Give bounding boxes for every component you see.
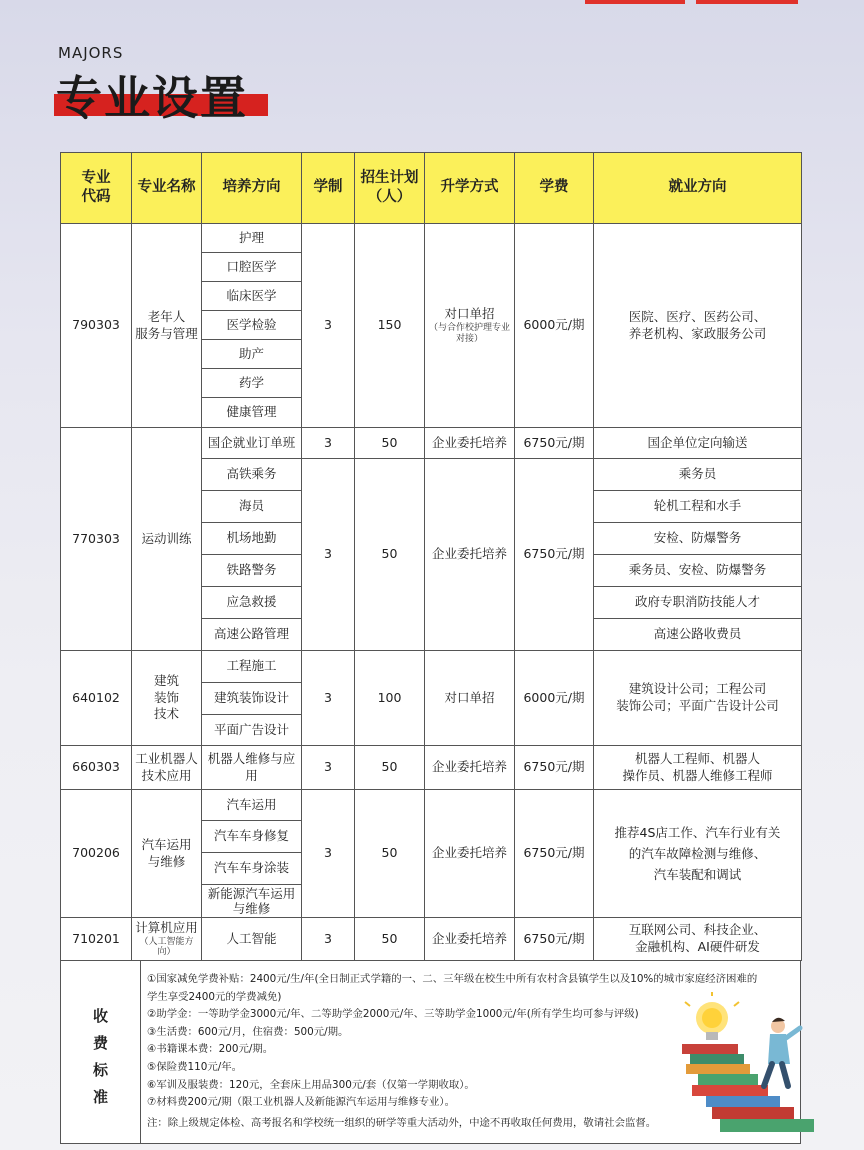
years-cell: 3: [302, 790, 355, 918]
fee-item: ②助学金：一等助学金3000元/年、二等助学金2000元/年、三等助学金1000元/年(所有学生均可参与评级): [147, 1008, 639, 1021]
label-char: 标: [92, 1061, 108, 1079]
major-name: 老年人 服务与管理: [132, 224, 202, 428]
admission-cell: 企业委托培养: [425, 459, 515, 651]
employment-cell: 建筑设计公司；工程公司 装饰公司；平面广告设计公司: [594, 651, 802, 746]
label-char: 费: [92, 1034, 108, 1052]
years-cell: 3: [302, 224, 355, 428]
major-code: 710201: [61, 918, 132, 961]
major-code: 640102: [61, 651, 132, 746]
fee-item: ③生活费：600元/月，住宿费：500元/期。: [147, 1025, 349, 1038]
direction-cell: 护理: [202, 224, 302, 253]
direction-cell: 海员: [202, 491, 302, 523]
plan-cell: 150: [355, 224, 425, 428]
book-stack-icon: [682, 1044, 814, 1132]
admission-cell: 企业委托培养: [425, 746, 515, 790]
employment-cell: 互联网公司、科技企业、 金融机构、AI硬件研发: [594, 918, 802, 961]
direction-cell: 应急救援: [202, 587, 302, 619]
direction-cell: 机器人维修与应用: [202, 746, 302, 790]
direction-cell: 国企就业订单班: [202, 428, 302, 459]
direction-cell: 人工智能: [202, 918, 302, 961]
years-cell: 3: [302, 459, 355, 651]
plan-cell: 50: [355, 428, 425, 459]
employment-cell: 乘务员: [594, 459, 802, 491]
admission-text: 对口单招: [444, 306, 495, 322]
fee-cell: 6750元/期: [515, 790, 594, 918]
decorative-line-2: [696, 0, 798, 4]
direction-cell: 机场地勤: [202, 523, 302, 555]
plan-cell: 50: [355, 459, 425, 651]
admission-cell: 企业委托培养: [425, 790, 515, 918]
admission-cell: 企业委托培养: [425, 428, 515, 459]
direction-cell: 汽车运用: [202, 790, 302, 821]
employment-cell: 乘务员、安检、防爆警务: [594, 555, 802, 587]
fee-cell: 6750元/期: [515, 459, 594, 651]
direction-cell: 药学: [202, 369, 302, 398]
admission-cell: 企业委托培养: [425, 918, 515, 961]
direction-cell: 健康管理: [202, 398, 302, 428]
lightbulb-icon: [685, 992, 739, 1040]
header-employment: 就业方向: [594, 153, 802, 224]
major-code: 660303: [61, 746, 132, 790]
direction-cell: 助产: [202, 340, 302, 369]
direction-cell: 医学检验: [202, 311, 302, 340]
fee-item: ⑤保险费110元/年。: [147, 1060, 242, 1073]
header-direction: 培养方向: [202, 153, 302, 224]
fee-standards-label: [61, 961, 141, 1143]
decorative-line-1: [585, 0, 685, 4]
fee-item: ①国家减免学费补贴：2400元/生/年(全日制正式学籍的一、二、三年级在校生中所有农村含县镇学生以及10%的城市家庭经济困难的: [147, 973, 758, 985]
years-cell: 3: [302, 918, 355, 961]
table-row: [61, 746, 802, 790]
major-name: 汽车运用 与维修: [132, 790, 202, 918]
employment-cell: 安检、防爆警务: [594, 523, 802, 555]
direction-cell: 口腔医学: [202, 253, 302, 282]
plan-cell: 50: [355, 746, 425, 790]
fee-item: ⑥军训及服装费：120元，全套床上用品300元/套（仅第一学期收取）。: [147, 1078, 475, 1091]
fee-item: 学生享受2400元的学费减免): [147, 990, 282, 1003]
years-cell: 3: [302, 746, 355, 790]
header-admission: 升学方式: [425, 153, 515, 224]
fee-cell: 6750元/期: [515, 746, 594, 790]
fee-items-list: [147, 971, 758, 1132]
major-name: 工业机器人 技术应用: [132, 746, 202, 790]
fee-cell: 6750元/期: [515, 918, 594, 961]
direction-cell: 建筑装饰设计: [202, 683, 302, 715]
person-climbing-icon: [764, 1018, 800, 1086]
employment-cell: 机器人工程师、机器人 操作员、机器人维修工程师: [594, 746, 802, 790]
fee-item: 注：除上级规定体检、高考报名和学校统一组织的研学等重大活动外，中途不再收取任何费用，敬请社会监督。: [147, 1116, 657, 1129]
major-name-note: （人工智能方向）: [139, 936, 194, 958]
major-code: 700206: [61, 790, 132, 918]
fee-cell: 6000元/期: [515, 224, 594, 428]
fee-cell: 6000元/期: [515, 651, 594, 746]
admission-note: （与合作校护理专业对接）: [428, 323, 510, 344]
direction-cell: 新能源汽车运用 与维修: [202, 885, 302, 918]
table-header-row: [61, 153, 802, 224]
header-years: 学制: [302, 153, 355, 224]
header-code: 专业 代码: [61, 153, 132, 224]
direction-cell: 高铁乘务: [202, 459, 302, 491]
direction-cell: 平面广告设计: [202, 715, 302, 746]
employment-cell: 政府专职消防技能人才: [594, 587, 802, 619]
direction-cell: 临床医学: [202, 282, 302, 311]
table-row: [61, 918, 802, 961]
employment-cell: 国企单位定向输送: [594, 428, 802, 459]
page-title: 专业设置: [56, 71, 248, 125]
years-cell: 3: [302, 428, 355, 459]
fee-cell: 6750元/期: [515, 428, 594, 459]
admission-cell: [425, 224, 515, 428]
header-name: 专业名称: [132, 153, 202, 224]
employment-cell: 高速公路收费员: [594, 619, 802, 651]
title-block: [54, 64, 268, 125]
major-name: 运动训练: [132, 428, 202, 651]
employment-cell: 轮机工程和水手: [594, 491, 802, 523]
major-name-cell: [132, 918, 202, 961]
direction-cell: 工程施工: [202, 651, 302, 683]
direction-cell: 汽车车身涂装: [202, 853, 302, 885]
direction-cell: 铁路警务: [202, 555, 302, 587]
label-char: 收: [92, 1007, 108, 1025]
table-row: [61, 651, 802, 683]
employment-cell: 推荐4S店工作、汽车行业有关 的汽车故障检测与维修、 汽车装配和调试: [594, 790, 802, 918]
books-lightbulb-illustration: [672, 992, 822, 1142]
fee-item: ⑦材料费200元/期（限工业机器人及新能源汽车运用与维修专业）。: [147, 1096, 455, 1109]
label-char: 准: [92, 1088, 108, 1106]
major-name: 计算机应用: [135, 919, 198, 935]
table-row: [61, 428, 802, 459]
header-fee: 学费: [515, 153, 594, 224]
direction-cell: 汽车车身修复: [202, 821, 302, 853]
majors-table: [60, 152, 802, 961]
major-code: 770303: [61, 428, 132, 651]
major-name: 建筑 装饰 技术: [132, 651, 202, 746]
employment-cell: 医院、医疗、医药公司、 养老机构、家政服务公司: [594, 224, 802, 428]
plan-cell: 50: [355, 918, 425, 961]
fee-item: ④书籍课本费：200元/期。: [147, 1043, 274, 1056]
header-plan: 招生计划 （人）: [355, 153, 425, 224]
major-code: 790303: [61, 224, 132, 428]
majors-label: MAJORS: [58, 44, 124, 62]
years-cell: 3: [302, 651, 355, 746]
table-row: [61, 790, 802, 821]
direction-cell: 高速公路管理: [202, 619, 302, 651]
plan-cell: 50: [355, 790, 425, 918]
admission-cell: 对口单招: [425, 651, 515, 746]
table-row: [61, 224, 802, 253]
plan-cell: 100: [355, 651, 425, 746]
